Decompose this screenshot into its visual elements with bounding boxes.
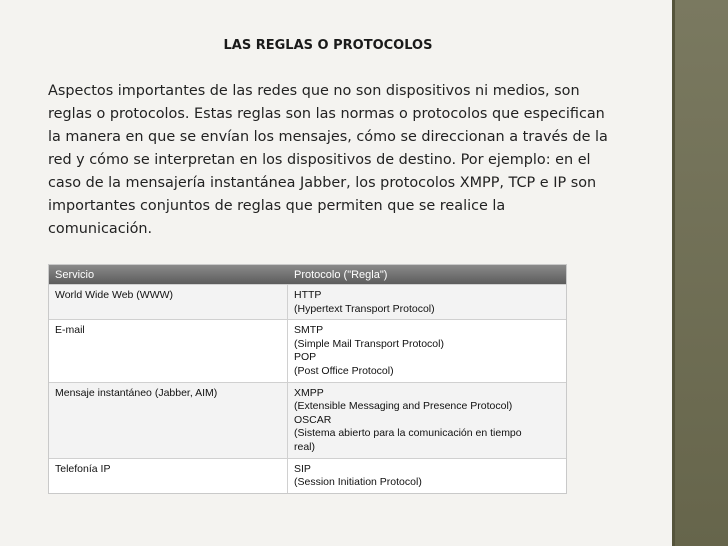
table-header-row — [49, 265, 566, 284]
side-decoration-band — [672, 0, 728, 546]
protocol-line: (Extensible Messaging and Presence Protocol) — [294, 400, 513, 413]
protocol-line: real) — [294, 440, 316, 453]
table-row — [49, 458, 566, 493]
service-label: Telefonía IP — [55, 462, 111, 475]
protocol-cell — [288, 284, 566, 319]
protocol-line: SIP — [294, 462, 311, 475]
protocol-cell — [288, 458, 566, 493]
service-label: E-mail — [55, 324, 85, 337]
header-service: Servicio — [49, 265, 288, 284]
slide-title: LAS REGLAS O PROTOCOLOS — [223, 38, 433, 53]
protocols-table — [48, 264, 567, 494]
service-cell — [49, 382, 288, 458]
service-label: World Wide Web (WWW) — [55, 289, 174, 301]
service-cell — [49, 458, 288, 493]
protocol-line: (Hypertext Transport Protocol) — [294, 302, 435, 315]
table-row — [49, 319, 566, 381]
protocol-cell — [288, 382, 566, 458]
protocol-line: SMTP — [294, 324, 324, 337]
service-cell — [49, 319, 288, 381]
header-protocol: Protocolo ("Regla") — [288, 265, 566, 284]
protocol-line: HTTP — [294, 289, 322, 301]
protocol-line: (Post Office Protocol) — [294, 364, 394, 377]
protocol-line: XMPP — [294, 386, 324, 399]
slide-paragraph: Aspectos importantes de las redes que no son dispositivos ni medios, son reglas o protocolos. Estas reglas son las normas o protocolos que especifican la manera en que se envían los mensajes, cómo se direccionan a través de la red y cómo se interpretan en los dispositivos de destino. Por ejemplo: en el caso de la mensajería instantánea Jabber, los protocolos XMPP, TCP e IP son importantes conjuntos de reglas que permiten que se realice la comunicación. — [48, 83, 608, 237]
service-label: Mensaje instantáneo (Jabber, AIM) — [55, 386, 218, 399]
protocol-line: POP — [294, 351, 317, 364]
protocol-line: OSCAR — [294, 413, 332, 426]
protocol-line: (Session Initiation Protocol) — [294, 476, 422, 489]
table-row — [49, 284, 566, 319]
service-cell — [49, 284, 288, 319]
table-row — [49, 382, 566, 458]
protocol-cell — [288, 319, 566, 381]
protocol-line: (Simple Mail Transport Protocol) — [294, 337, 444, 350]
protocol-line: (Sistema abierto para la comunicación en tiempo — [294, 427, 522, 440]
